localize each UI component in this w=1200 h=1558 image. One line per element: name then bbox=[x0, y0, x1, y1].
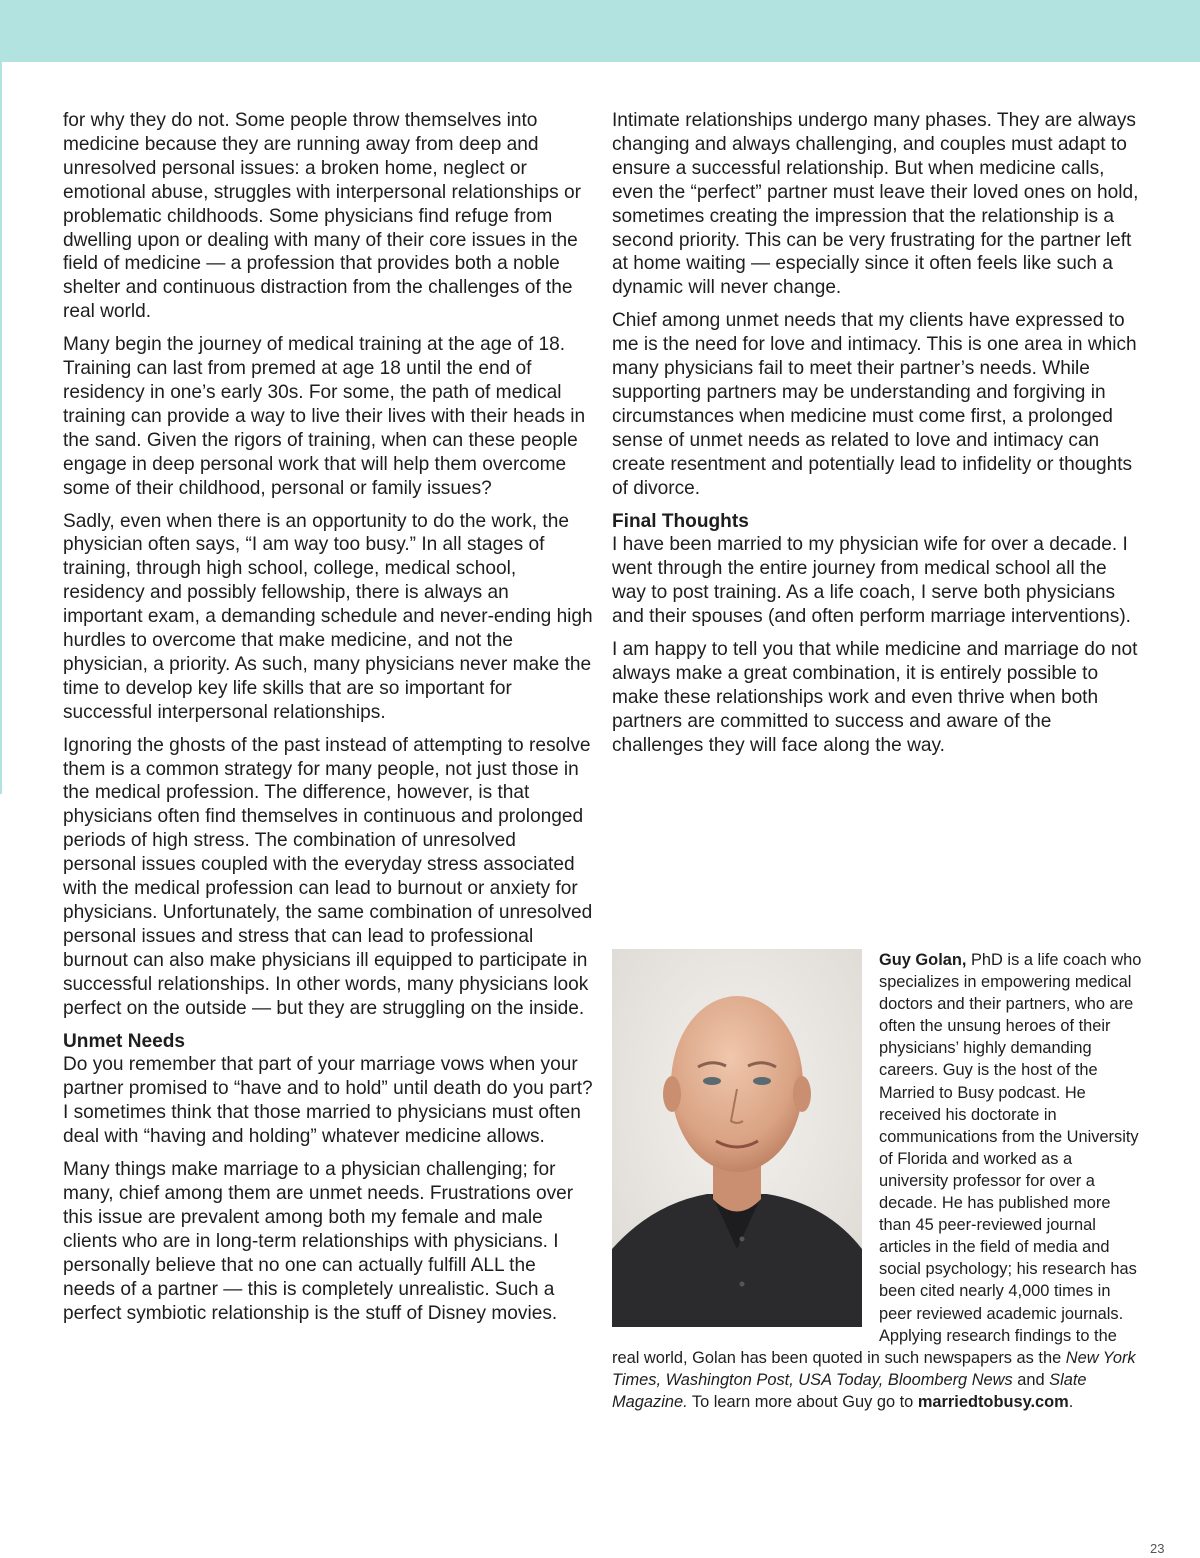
author-name: Guy Golan, bbox=[879, 951, 967, 969]
body-paragraph: Ignoring the ghosts of the past instead of attempting to resolve them is a common strategy for many people, not just those in the medical profession. The difference, however, is that physicians often find themselves in continuous and prolonged periods of high stress. The combination of unresolved personal issues coupled with the everyday stress associated with the medical profession can lead to burnout or anxiety for physicians. Unfortunately, the same combination of unresolved personal issues and stress that can lead to professional burnout can also make physicians ill equipped to participate in successful relationships. In other words, many physicians look perfect on the outside — but they are struggling on the inside. bbox=[63, 734, 593, 1019]
body-paragraph: Chief among unmet needs that my clients have expressed to me is the need for love and intimacy. This is one area in which many physicians fail to meet their partner’s needs. While supporting partners may be understanding and forgiving in circumstances when medicine must come first, a prolonged sense of unmet needs as related to love and intimacy can create resentment and potentially lead to infidelity or thoughts of divorce. bbox=[612, 310, 1137, 499]
bio-slate: Slate Magazine. bbox=[612, 1370, 1087, 1411]
bio-end: . bbox=[1068, 1392, 1074, 1411]
section-heading-unmet-needs: Unmet Needs bbox=[63, 1030, 186, 1052]
bio-publications: New York Times, Washington Post, USA Today, Bloomberg News bbox=[612, 1348, 1136, 1389]
body-paragraph: Sadly, even when there is an opportunity to do the work, the physician often says, “I am way too busy.” In all stages of training, through high school, college, medical school, residency and possibly fellowship, there is always an important exam, a demanding schedule and never-ending high hurdles to overcome that make medicine, and not the physician, a priority. As such, many physicians never make the time to develop key life skills that are so important for successful interpersonal relationships. bbox=[63, 510, 593, 723]
body-paragraph: Many things make marriage to a physician challenging; for many, chief among them are unmet needs. Frustrations over this issue are prevalent among both my female and male clients who are in long-term relationships with physicians. I personally believe that no one can actually fulfill ALL the needs of a partner — this is completely unrealistic. Such a perfect symbiotic relationship is the stuff of Disney movies. bbox=[63, 1159, 574, 1324]
left-margin-rule bbox=[0, 62, 2, 794]
body-paragraph: Intimate relationships undergo many phases. They are always changing and always challenging, and couples must adapt to ensure a successful relationship. But when medicine calls, even the “perfect” partner must leave their loved ones on hold, sometimes creating the impression that the relationship is a second priority. This can be very frustrating for the partner left at home waiting — especially since it often feels like such a dynamic will never change. bbox=[612, 110, 1139, 299]
bio-and: and bbox=[1012, 1370, 1050, 1389]
bio-learn-more: To learn more about Guy go to bbox=[687, 1392, 918, 1411]
website-link[interactable]: marriedtobusy.com bbox=[917, 1392, 1069, 1411]
author-photo bbox=[612, 949, 862, 1327]
body-paragraph: Many begin the journey of medical training at the age of 18. Training can last from premed at age 18 until the end of residency in one’s early 30s. For some, the path of medical training can provide a way to live their lives with their heads in the sand. Given the rigors of training, when can these people engage in deep personal work that will help them overcome some of their childhood, personal or family issues? bbox=[63, 334, 586, 499]
body-paragraph: I am happy to tell you that while medicine and marriage do not always make a great combination, it is entirely possible to make these relationships work and even thrive when both partners are committed to success and aware of the challenges they will face along the way. bbox=[612, 639, 1138, 756]
section-heading-final-thoughts: Final Thoughts bbox=[612, 510, 749, 532]
body-paragraph: Do you remember that part of your marriage vows when your partner promised to “have and to hold” until death do you part? I sometimes think that those married to physicians must often deal with “having and holding” whatever medicine allows. bbox=[63, 1054, 593, 1148]
page-number: 23 bbox=[1150, 1541, 1165, 1556]
body-paragraph: for why they do not. Some people throw themselves into medicine because they are running away from deep and unresolved personal issues: a broken home, neglect or emotional abuse, struggles with interpersonal relationships or problematic childhoods. Some physicians find refuge from dwelling upon or dealing with many of their core issues in the field of medicine — a profession that provides both a noble shelter and continuous distraction from the challenges of the real world. bbox=[63, 110, 581, 323]
bio-intro: PhD is a life coach who specializes in empowering medical doctors and their partners, who are often the unsung heroes of their physicians’ highly demanding careers. Guy is the host of the Married to Busy podcast. He received his doctorate in communications from the University of Florida and worked as a university professor for over a decade. He has published more than 45 peer-reviewed journal articles in the field of media and social psychology; his research has been cited nearly 4,000 times in peer reviewed academic journals. Applying research findings to the real world, Golan has been quoted in such newspapers as the bbox=[612, 951, 1142, 1367]
body-paragraph: I have been married to my physician wife for over a decade. I went through the entire journey from medical school all the way to post training. As a life coach, I serve both physicians and their spouses (and often perform marriage interventions). bbox=[612, 534, 1131, 628]
article-left-column bbox=[63, 109, 593, 1334]
header-color-band bbox=[0, 0, 1200, 62]
article-right-column bbox=[612, 109, 1142, 767]
author-bio bbox=[612, 949, 1142, 1413]
